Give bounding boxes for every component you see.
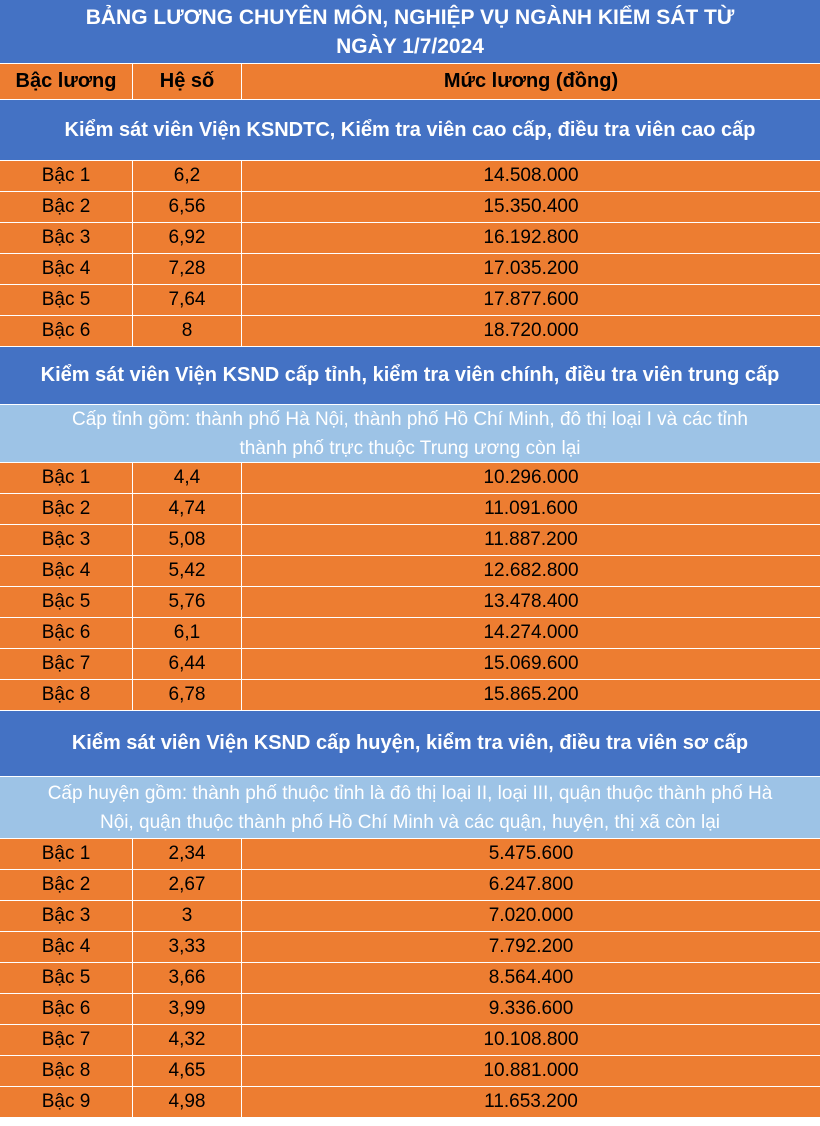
salary-cell: 7.020.000 (488, 905, 574, 926)
grade-cell: Bậc 2 (0, 494, 133, 524)
section-3-rows (0, 839, 820, 1118)
coefficient-cell: 6,78 (133, 680, 242, 710)
section-2-note-line-1: Cấp tỉnh gồm: thành phố Hà Nội, thành phố Hồ Chí Minh, đô thị loại I và các tỉnh (72, 408, 748, 430)
salary-cell: 13.478.400 (483, 591, 579, 612)
coefficient-cell: 6,2 (133, 161, 242, 191)
grade-cell: Bậc 6 (0, 316, 133, 346)
section-3-note (0, 777, 820, 839)
table-row (0, 618, 820, 649)
section-1-rows (0, 161, 820, 347)
table-row (0, 494, 820, 525)
salary-cell: 11.653.200 (484, 1091, 578, 1112)
coefficient-cell: 5,08 (133, 525, 242, 555)
salary-cell: 5.475.600 (488, 843, 574, 864)
salary-cell: 17.877.600 (483, 289, 579, 310)
salary-cell: 15.865.200 (483, 684, 579, 705)
table-row (0, 839, 820, 870)
salary-cell: 8.564.400 (488, 967, 574, 988)
grade-cell: Bậc 5 (0, 285, 133, 315)
column-header-coefficient: Hệ số (133, 64, 242, 99)
coefficient-cell: 4,74 (133, 494, 242, 524)
table-row (0, 870, 820, 901)
salary-cell: 14.274.000 (483, 622, 579, 643)
table-row (0, 254, 820, 285)
section-3-note-line-1: Cấp huyện gồm: thành phố thuộc tỉnh là đô thị loại II, loại III, quận thuộc thành phố Hà (47, 782, 773, 804)
grade-cell: Bậc 5 (0, 587, 133, 617)
title-line-2: NGÀY 1/7/2024 (336, 34, 484, 58)
salary-cell: 6.247.800 (488, 874, 574, 895)
salary-cell: 14.508.000 (483, 165, 579, 186)
coefficient-cell: 6,1 (133, 618, 242, 648)
salary-cell: 10.108.800 (483, 1029, 579, 1050)
table-row (0, 1056, 820, 1087)
grade-cell: Bậc 6 (0, 618, 133, 648)
table-row (0, 316, 820, 347)
coefficient-cell: 5,76 (133, 587, 242, 617)
table-row (0, 932, 820, 963)
table-row (0, 1087, 820, 1118)
column-header-grade: Bậc lương (0, 64, 133, 99)
grade-cell: Bậc 8 (0, 1056, 133, 1086)
column-header-salary: Mức lương (đồng) (443, 70, 619, 92)
section-2-rows (0, 463, 820, 711)
coefficient-cell: 4,32 (133, 1025, 242, 1055)
coefficient-cell: 4,4 (133, 463, 242, 493)
salary-cell: 18.720.000 (483, 320, 579, 341)
coefficient-cell: 3,99 (133, 994, 242, 1024)
grade-cell: Bậc 3 (0, 901, 133, 931)
salary-cell: 15.350.400 (483, 196, 579, 217)
coefficient-cell: 4,98 (133, 1087, 242, 1117)
grade-cell: Bậc 7 (0, 1025, 133, 1055)
coefficient-cell: 3 (133, 901, 242, 931)
grade-cell: Bậc 2 (0, 870, 133, 900)
table-row (0, 223, 820, 254)
grade-cell: Bậc 9 (0, 1087, 133, 1117)
section-2-heading: Kiểm sát viên Viện KSND cấp tỉnh, kiểm tra viên chính, điều tra viên trung cấp (0, 347, 820, 405)
section-2-note (0, 405, 820, 463)
coefficient-cell: 2,34 (133, 839, 242, 869)
table-row (0, 285, 820, 316)
grade-cell: Bậc 5 (0, 963, 133, 993)
grade-cell: Bậc 4 (0, 932, 133, 962)
table-row (0, 525, 820, 556)
coefficient-cell: 5,42 (133, 556, 242, 586)
grade-cell: Bậc 2 (0, 192, 133, 222)
salary-cell: 15.069.600 (483, 653, 579, 674)
grade-cell: Bậc 7 (0, 649, 133, 679)
table-row (0, 192, 820, 223)
salary-cell: 10.881.000 (483, 1060, 579, 1081)
coefficient-cell: 8 (133, 316, 242, 346)
salary-cell: 11.887.200 (484, 529, 578, 550)
coefficient-cell: 7,28 (133, 254, 242, 284)
grade-cell: Bậc 6 (0, 994, 133, 1024)
table-row (0, 463, 820, 494)
salary-cell: 16.192.800 (483, 227, 579, 248)
coefficient-cell: 3,66 (133, 963, 242, 993)
table-title (0, 0, 820, 64)
table-row (0, 963, 820, 994)
table-row (0, 901, 820, 932)
grade-cell: Bậc 1 (0, 839, 133, 869)
table-row (0, 680, 820, 711)
section-3-heading: Kiểm sát viên Viện KSND cấp huyện, kiểm tra viên, điều tra viên sơ cấp (0, 711, 820, 777)
column-header-row (0, 64, 820, 100)
grade-cell: Bậc 8 (0, 680, 133, 710)
coefficient-cell: 6,44 (133, 649, 242, 679)
table-row (0, 649, 820, 680)
table-row (0, 587, 820, 618)
grade-cell: Bậc 4 (0, 556, 133, 586)
section-2-note-line-2: thành phố trực thuộc Trung ương còn lại (239, 437, 581, 459)
grade-cell: Bậc 1 (0, 463, 133, 493)
section-1-heading: Kiểm sát viên Viện KSNDTC, Kiểm tra viên cao cấp, điều tra viên cao cấp (0, 100, 820, 161)
salary-cell: 17.035.200 (483, 258, 579, 279)
table-row (0, 556, 820, 587)
coefficient-cell: 6,56 (133, 192, 242, 222)
salary-cell: 9.336.600 (488, 998, 574, 1019)
salary-cell: 11.091.600 (484, 498, 578, 519)
coefficient-cell: 4,65 (133, 1056, 242, 1086)
grade-cell: Bậc 4 (0, 254, 133, 284)
salary-cell: 7.792.200 (488, 936, 574, 957)
section-3-note-line-2: Nội, quận thuộc thành phố Hồ Chí Minh và các quận, huyện, thị xã còn lại (99, 811, 720, 833)
grade-cell: Bậc 1 (0, 161, 133, 191)
table-row (0, 161, 820, 192)
salary-cell: 12.682.800 (483, 560, 579, 581)
table-row (0, 994, 820, 1025)
coefficient-cell: 6,92 (133, 223, 242, 253)
coefficient-cell: 2,67 (133, 870, 242, 900)
grade-cell: Bậc 3 (0, 525, 133, 555)
coefficient-cell: 7,64 (133, 285, 242, 315)
grade-cell: Bậc 3 (0, 223, 133, 253)
table-row (0, 1025, 820, 1056)
title-line-1: BẢNG LƯƠNG CHUYÊN MÔN, NGHIỆP VỤ NGÀNH KIỂM SÁT TỪ (85, 5, 735, 29)
coefficient-cell: 3,33 (133, 932, 242, 962)
salary-cell: 10.296.000 (483, 467, 579, 488)
